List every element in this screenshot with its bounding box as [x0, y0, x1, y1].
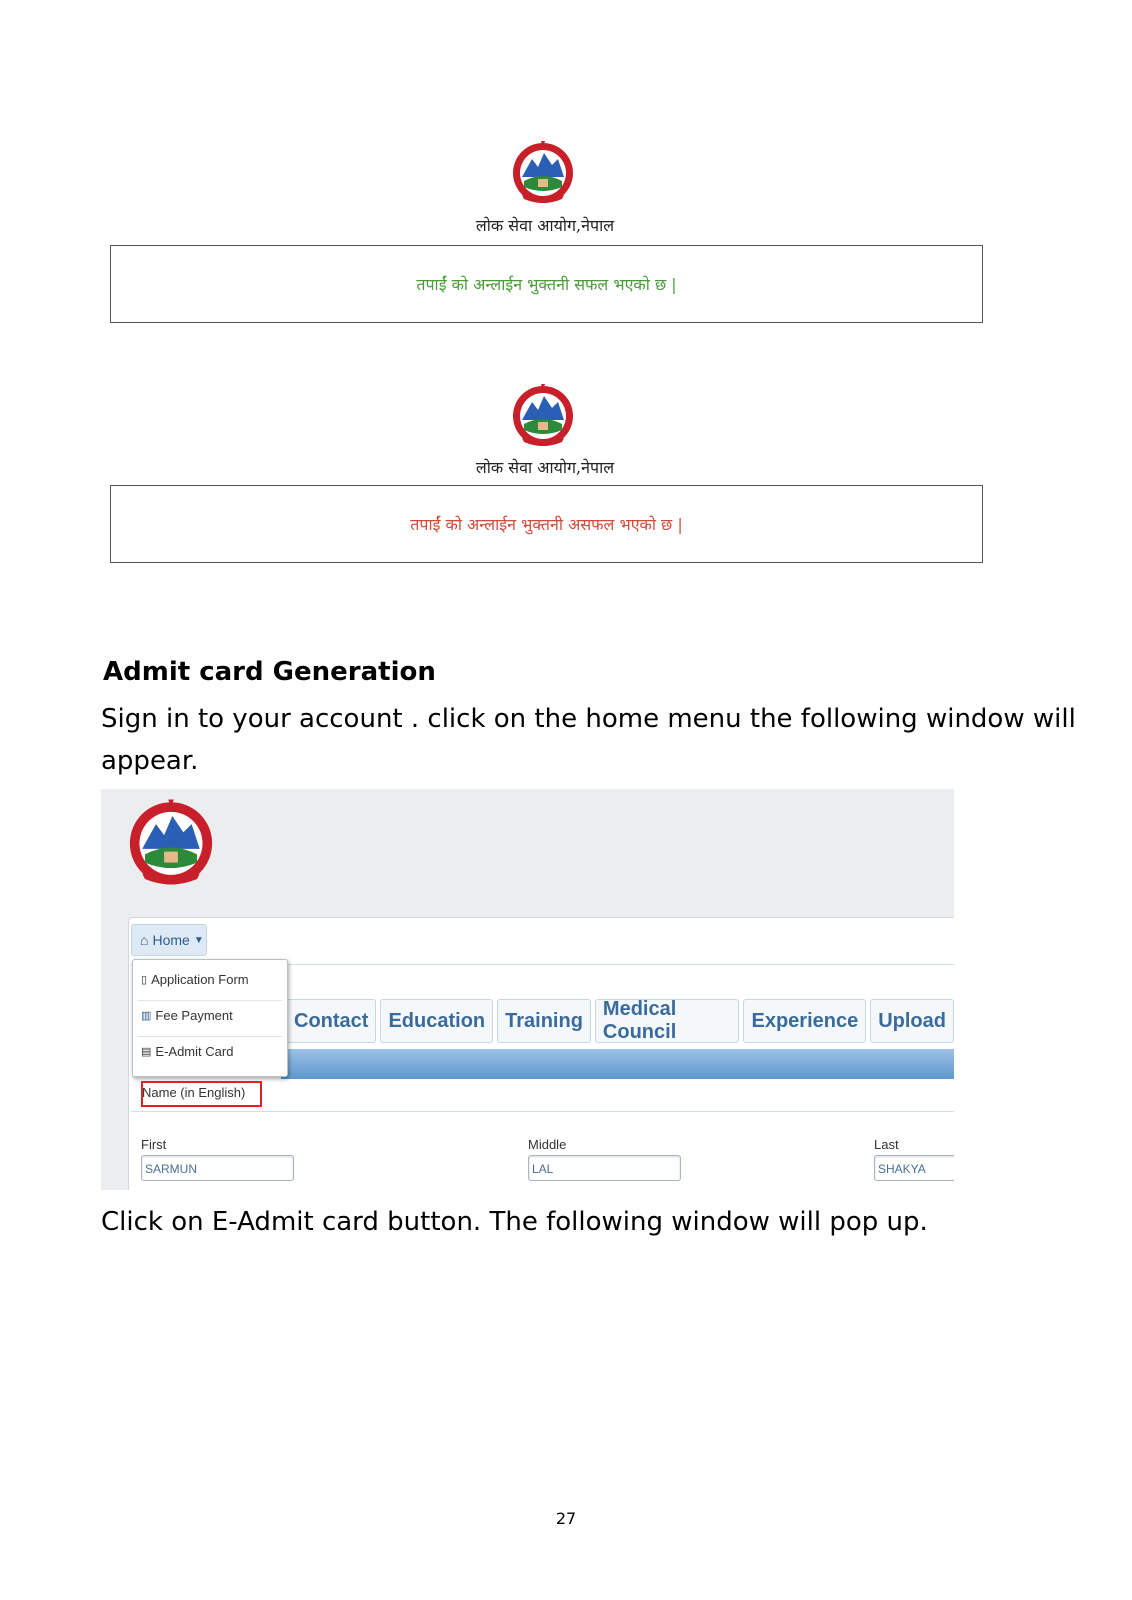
tab-upload[interactable]: Upload: [870, 999, 954, 1043]
name-english-label: Name (in English): [142, 1085, 246, 1100]
menu-divider: [138, 1000, 282, 1001]
last-name-input[interactable]: SHAKYA: [874, 1155, 954, 1181]
menu-divider: [138, 1036, 282, 1037]
highlight-box: [141, 1081, 262, 1107]
home-icon: ⌂: [140, 932, 149, 948]
middle-name-label: Middle: [528, 1137, 567, 1152]
first-name-input[interactable]: SARMUN: [141, 1155, 294, 1181]
menu-item-fee-payment[interactable]: ▥ Fee Payment: [141, 1008, 233, 1023]
page-number: 27: [555, 1509, 577, 1528]
tab-medical-council[interactable]: Medical Council: [595, 999, 740, 1043]
emblem-logo: [508, 380, 578, 450]
bank-icon: ▥: [141, 1010, 152, 1022]
tab-training[interactable]: Training: [497, 999, 591, 1043]
payment-failure-message: तपाईं को अन्लाईन भुक्तनी असफल भएको छ |: [410, 515, 683, 534]
intro-line-2: appear.: [101, 746, 199, 776]
home-dropdown-menu: [132, 959, 288, 1077]
first-name-label: First: [141, 1137, 167, 1152]
tab-education[interactable]: Education: [380, 999, 493, 1043]
embedded-screenshot: [101, 789, 954, 1190]
menu-item-e-admit-card[interactable]: ▤ E-Admit Card: [141, 1044, 234, 1059]
home-button-label: Home: [152, 932, 190, 948]
org-name: लोक सेवा आयोग,नेपाल: [475, 216, 615, 235]
intro-line-1: Sign in to your account . click on the home menu the following window will: [101, 704, 1076, 734]
divider: [131, 1111, 954, 1112]
caret-down-icon: ▼: [193, 934, 204, 946]
tab-experience[interactable]: Experience: [743, 999, 866, 1043]
payment-failure-box: [110, 485, 983, 563]
middle-name-input[interactable]: LAL: [528, 1155, 681, 1181]
card-icon: ▤: [141, 1046, 152, 1058]
last-name-label: Last: [874, 1137, 899, 1152]
document-icon: ▯: [141, 974, 148, 986]
section-heading: Admit card Generation: [103, 657, 436, 687]
payment-success-box: [110, 245, 983, 323]
section-header-bar: [281, 1049, 954, 1079]
emblem-logo: [508, 137, 578, 207]
payment-success-message: तपाईं को अन्लाईन भुक्तनी सफल भएको छ |: [416, 275, 677, 294]
menu-item-application-form[interactable]: ▯ Application Form: [141, 972, 249, 987]
emblem-logo: [123, 794, 219, 890]
instruction-text: Click on E-Admit card button. The following window will pop up.: [101, 1207, 928, 1237]
tab-bar: [286, 999, 954, 1043]
home-menu-button[interactable]: [131, 924, 207, 956]
tab-contact[interactable]: Contact: [286, 999, 376, 1043]
org-name: लोक सेवा आयोग,नेपाल: [475, 458, 615, 477]
